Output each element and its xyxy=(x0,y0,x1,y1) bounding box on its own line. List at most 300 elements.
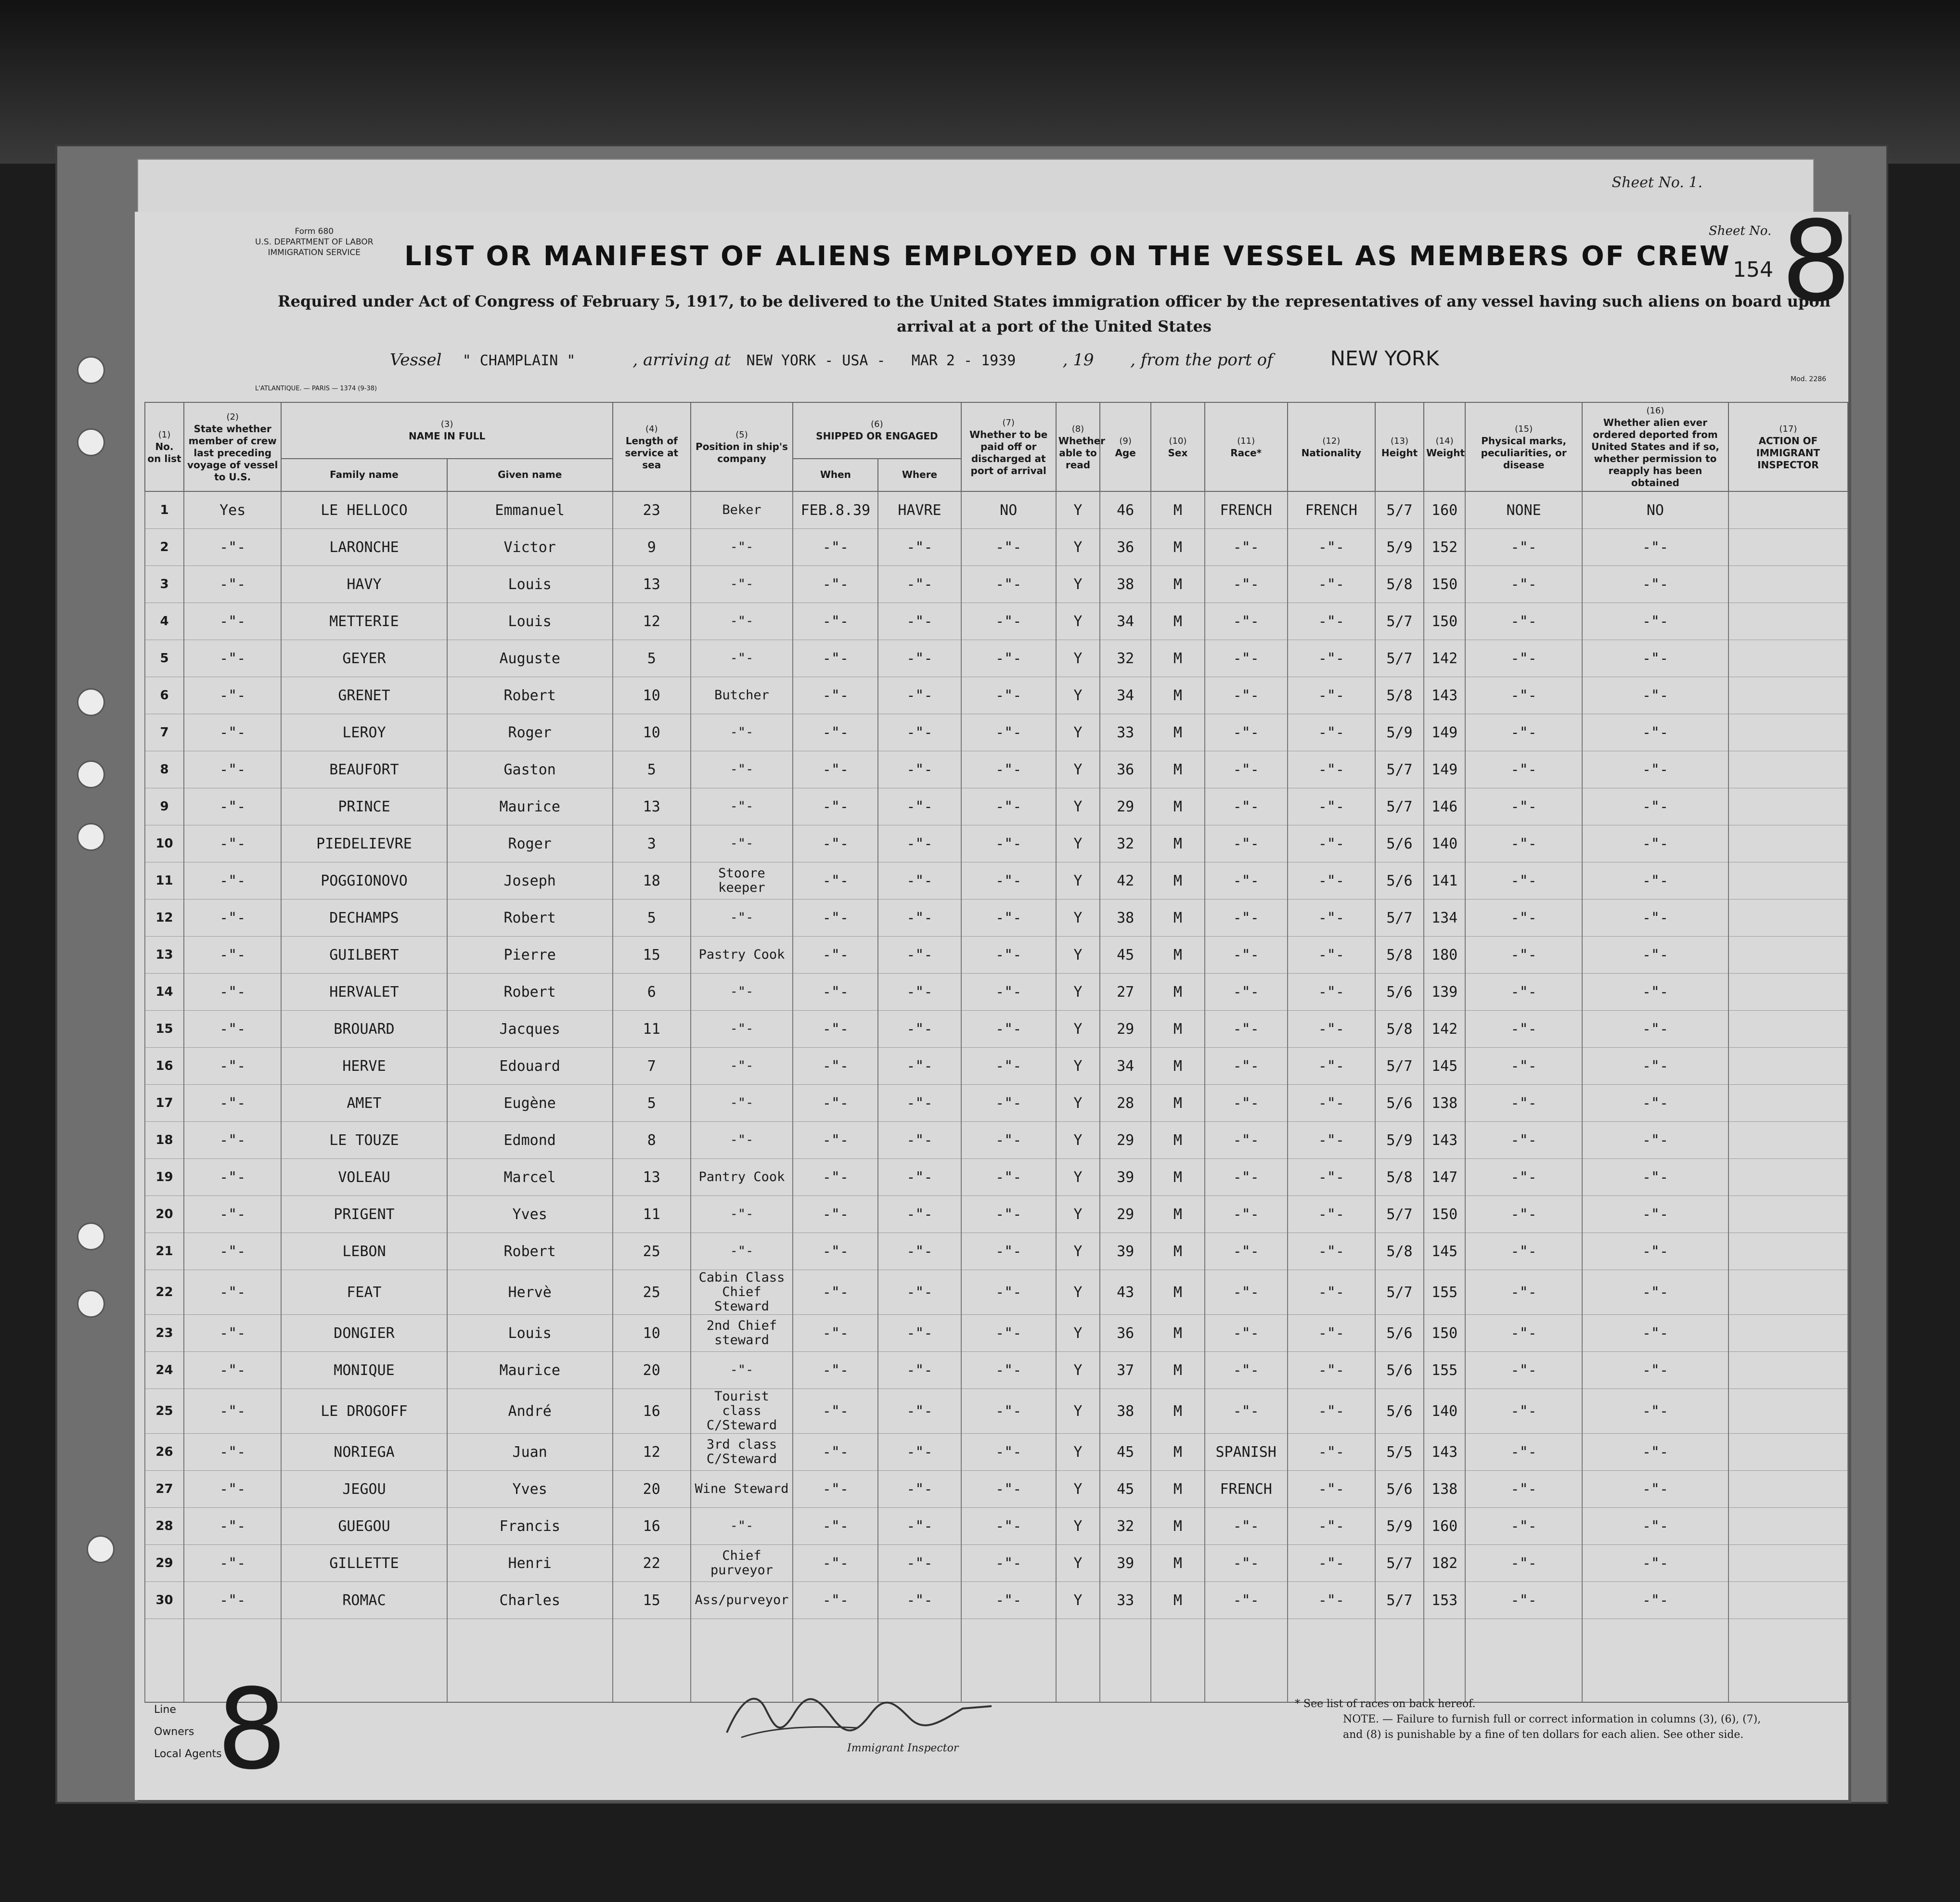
row-number: 11 xyxy=(145,862,184,900)
shipped-when-cell: -"- xyxy=(793,1233,878,1270)
service-years-cell: 11 xyxy=(613,1011,691,1048)
paid-off-cell: -"- xyxy=(961,714,1056,751)
deported-cell: -"- xyxy=(1582,1233,1728,1270)
given-name-cell: Roger xyxy=(447,714,613,751)
shipped-where-cell: -"- xyxy=(878,677,961,714)
row-number: 29 xyxy=(145,1545,184,1582)
last-voyage-cell: -"- xyxy=(184,1085,281,1122)
paid-off-cell: -"- xyxy=(961,825,1056,862)
position-cell: -"- xyxy=(691,974,793,1011)
given-name-cell: Joseph xyxy=(447,862,613,900)
age-cell: 46 xyxy=(1100,491,1151,529)
position-cell: Pastry Cook xyxy=(691,937,793,974)
shipped-where-cell: -"- xyxy=(878,937,961,974)
service-years-cell: 18 xyxy=(613,862,691,900)
height-cell: 5/6 xyxy=(1375,1471,1424,1508)
weight-cell: 160 xyxy=(1424,1508,1465,1545)
race-cell: -"- xyxy=(1205,1233,1288,1270)
nationality-cell: -"- xyxy=(1288,1389,1375,1434)
sex-cell: M xyxy=(1151,566,1204,603)
table-row xyxy=(145,788,1848,825)
row-number: 17 xyxy=(145,1085,184,1122)
inspector-action-cell xyxy=(1728,1196,1848,1233)
family-name-cell: POGGIONOVO xyxy=(281,862,447,900)
weight-cell: 147 xyxy=(1424,1159,1465,1196)
race-cell: FRENCH xyxy=(1205,1471,1288,1508)
shipped-when-cell: -"- xyxy=(793,1159,878,1196)
shipped-where-cell: -"- xyxy=(878,1011,961,1048)
table-row xyxy=(145,1011,1848,1048)
position-cell: 2nd Chief steward xyxy=(691,1315,793,1352)
physical-marks-cell: -"- xyxy=(1465,1048,1582,1085)
given-name-cell: Robert xyxy=(447,974,613,1011)
position-cell: -"- xyxy=(691,640,793,677)
table-row xyxy=(145,1545,1848,1582)
table-row xyxy=(145,714,1848,751)
blank-cell xyxy=(1375,1619,1424,1703)
vessel-line xyxy=(390,347,1439,370)
position-cell: Beker xyxy=(691,491,793,529)
given-name-cell: Pierre xyxy=(447,937,613,974)
deported-cell: -"- xyxy=(1582,825,1728,862)
able-to-read-cell: Y xyxy=(1056,1122,1100,1159)
inspector-action-cell xyxy=(1728,1389,1848,1434)
given-name-cell: Marcel xyxy=(447,1159,613,1196)
sex-cell: M xyxy=(1151,1048,1204,1085)
shipped-when-cell: -"- xyxy=(793,900,878,937)
position-cell: Stoore keeper xyxy=(691,862,793,900)
row-number: 25 xyxy=(145,1389,184,1434)
shipped-when-cell: -"- xyxy=(793,566,878,603)
given-name-cell: Gaston xyxy=(447,751,613,788)
header-family-name: Family name xyxy=(281,459,447,491)
service-years-cell: 13 xyxy=(613,788,691,825)
sex-cell: M xyxy=(1151,974,1204,1011)
shipped-where-cell: -"- xyxy=(878,1048,961,1085)
height-cell: 5/6 xyxy=(1375,825,1424,862)
paid-off-cell: -"- xyxy=(961,937,1056,974)
arriving-label: , arriving at xyxy=(632,350,731,370)
height-cell: 5/7 xyxy=(1375,1582,1424,1619)
table-row xyxy=(145,900,1848,937)
race-cell: -"- xyxy=(1205,1508,1288,1545)
shipped-when-cell: -"- xyxy=(793,1011,878,1048)
race-cell: -"- xyxy=(1205,1085,1288,1122)
height-cell: 5/7 xyxy=(1375,788,1424,825)
paid-off-cell: -"- xyxy=(961,1582,1056,1619)
shipped-when-cell: -"- xyxy=(793,714,878,751)
able-to-read-cell: Y xyxy=(1056,566,1100,603)
given-name-cell: Emmanuel xyxy=(447,491,613,529)
service-years-cell: 3 xyxy=(613,825,691,862)
family-name-cell: HERVE xyxy=(281,1048,447,1085)
paid-off-cell: -"- xyxy=(961,1508,1056,1545)
physical-marks-cell: -"- xyxy=(1465,1270,1582,1315)
physical-marks-cell: -"- xyxy=(1465,677,1582,714)
last-voyage-cell: -"- xyxy=(184,1352,281,1389)
age-cell: 32 xyxy=(1100,640,1151,677)
sex-cell: M xyxy=(1151,677,1204,714)
nationality-cell: -"- xyxy=(1288,603,1375,640)
race-cell: -"- xyxy=(1205,1389,1288,1434)
shipped-when-cell: -"- xyxy=(793,1196,878,1233)
family-name-cell: JEGOU xyxy=(281,1471,447,1508)
position-cell: -"- xyxy=(691,1048,793,1085)
sex-cell: M xyxy=(1151,491,1204,529)
deported-cell: -"- xyxy=(1582,640,1728,677)
position-cell: Cabin Class Chief Steward xyxy=(691,1270,793,1315)
position-cell: -"- xyxy=(691,1352,793,1389)
position-cell: Ass/purveyor xyxy=(691,1582,793,1619)
shipped-when-cell: -"- xyxy=(793,640,878,677)
header-physical-marks: (15) Physical marks, peculiarities, or disease xyxy=(1465,402,1582,491)
weight-cell: 145 xyxy=(1424,1233,1465,1270)
position-cell: -"- xyxy=(691,1233,793,1270)
table-row xyxy=(145,1582,1848,1619)
sex-cell: M xyxy=(1151,788,1204,825)
vessel-label: Vessel xyxy=(390,350,442,370)
deported-cell: -"- xyxy=(1582,529,1728,566)
weight-cell: 142 xyxy=(1424,640,1465,677)
nationality-cell: FRENCH xyxy=(1288,491,1375,529)
deported-cell: -"- xyxy=(1582,974,1728,1011)
deported-cell: -"- xyxy=(1582,677,1728,714)
age-cell: 45 xyxy=(1100,1471,1151,1508)
shipped-where-cell: -"- xyxy=(878,1471,961,1508)
weight-cell: 155 xyxy=(1424,1270,1465,1315)
physical-marks-cell: -"- xyxy=(1465,1434,1582,1471)
row-number: 7 xyxy=(145,714,184,751)
shipped-when-cell: -"- xyxy=(793,825,878,862)
able-to-read-cell: Y xyxy=(1056,1582,1100,1619)
deported-cell: -"- xyxy=(1582,1389,1728,1434)
binder-hole xyxy=(87,1535,115,1563)
physical-marks-cell: -"- xyxy=(1465,1352,1582,1389)
paid-off-cell: -"- xyxy=(961,1196,1056,1233)
deported-cell: -"- xyxy=(1582,900,1728,937)
weight-cell: 143 xyxy=(1424,1434,1465,1471)
shipped-where-cell: HAVRE xyxy=(878,491,961,529)
shipped-where-cell: -"- xyxy=(878,640,961,677)
able-to-read-cell: Y xyxy=(1056,751,1100,788)
header-nationality: (12) Nationality xyxy=(1288,402,1375,491)
able-to-read-cell: Y xyxy=(1056,1352,1100,1389)
footnote-races: * See list of races on back hereof. xyxy=(1295,1698,1476,1710)
paid-off-cell: -"- xyxy=(961,677,1056,714)
height-cell: 5/7 xyxy=(1375,751,1424,788)
nationality-cell: -"- xyxy=(1288,1471,1375,1508)
inspector-action-cell xyxy=(1728,714,1848,751)
header-length-of-service: (4) Length of service at sea xyxy=(613,402,691,491)
last-voyage-cell: -"- xyxy=(184,1508,281,1545)
family-name-cell: LE TOUZE xyxy=(281,1122,447,1159)
row-number: 14 xyxy=(145,974,184,1011)
height-cell: 5/6 xyxy=(1375,1352,1424,1389)
weight-cell: 160 xyxy=(1424,491,1465,529)
nationality-cell: -"- xyxy=(1288,566,1375,603)
able-to-read-cell: Y xyxy=(1056,1048,1100,1085)
given-name-cell: Hervè xyxy=(447,1270,613,1315)
service-years-cell: 25 xyxy=(613,1270,691,1315)
weight-cell: 150 xyxy=(1424,1196,1465,1233)
weight-cell: 138 xyxy=(1424,1085,1465,1122)
deported-cell: -"- xyxy=(1582,1545,1728,1582)
row-number: 1 xyxy=(145,491,184,529)
header-where: Where xyxy=(878,459,961,491)
blank-cell xyxy=(1205,1619,1288,1703)
height-cell: 5/9 xyxy=(1375,714,1424,751)
position-cell: -"- xyxy=(691,603,793,640)
sex-cell: M xyxy=(1151,1389,1204,1434)
height-cell: 5/7 xyxy=(1375,1196,1424,1233)
nationality-cell: -"- xyxy=(1288,1545,1375,1582)
family-name-cell: LARONCHE xyxy=(281,529,447,566)
shipped-when-cell: -"- xyxy=(793,788,878,825)
sex-cell: M xyxy=(1151,1085,1204,1122)
age-cell: 42 xyxy=(1100,862,1151,900)
table-row xyxy=(145,937,1848,974)
row-number: 21 xyxy=(145,1233,184,1270)
able-to-read-cell: Y xyxy=(1056,1085,1100,1122)
age-cell: 38 xyxy=(1100,566,1151,603)
arrival-date: MAR 2 - 1939 xyxy=(911,352,1016,369)
row-number: 22 xyxy=(145,1270,184,1315)
position-cell: -"- xyxy=(691,1011,793,1048)
physical-marks-cell: -"- xyxy=(1465,751,1582,788)
last-voyage-cell: -"- xyxy=(184,677,281,714)
paid-off-cell: -"- xyxy=(961,1389,1056,1434)
last-voyage-cell: -"- xyxy=(184,900,281,937)
position-cell: Wine Steward xyxy=(691,1471,793,1508)
family-name-cell: GILLETTE xyxy=(281,1545,447,1582)
header-sex: (10) Sex xyxy=(1151,402,1204,491)
nationality-cell: -"- xyxy=(1288,974,1375,1011)
family-name-cell: LEROY xyxy=(281,714,447,751)
paid-off-cell: -"- xyxy=(961,1011,1056,1048)
binder-hole xyxy=(77,1290,105,1318)
paid-off-cell: -"- xyxy=(961,974,1056,1011)
deported-cell: -"- xyxy=(1582,1434,1728,1471)
sex-cell: M xyxy=(1151,1582,1204,1619)
physical-marks-cell: -"- xyxy=(1465,566,1582,603)
height-cell: 5/8 xyxy=(1375,937,1424,974)
weight-cell: 155 xyxy=(1424,1352,1465,1389)
weight-cell: 149 xyxy=(1424,714,1465,751)
table-row xyxy=(145,603,1848,640)
family-name-cell: PIEDELIEVRE xyxy=(281,825,447,862)
weight-cell: 153 xyxy=(1424,1582,1465,1619)
weight-cell: 150 xyxy=(1424,1315,1465,1352)
given-name-cell: Roger xyxy=(447,825,613,862)
able-to-read-cell: Y xyxy=(1056,788,1100,825)
nationality-cell: -"- xyxy=(1288,900,1375,937)
shipped-when-cell: -"- xyxy=(793,1270,878,1315)
table-row xyxy=(145,1389,1848,1434)
height-cell: 5/7 xyxy=(1375,1048,1424,1085)
sex-cell: M xyxy=(1151,1011,1204,1048)
weight-cell: 138 xyxy=(1424,1471,1465,1508)
service-years-cell: 8 xyxy=(613,1122,691,1159)
family-name-cell: PRINCE xyxy=(281,788,447,825)
paid-off-cell: -"- xyxy=(961,1315,1056,1352)
given-name-cell: Maurice xyxy=(447,788,613,825)
weight-cell: 139 xyxy=(1424,974,1465,1011)
header-shipped-or-engaged: (6) SHIPPED OR ENGAGED xyxy=(793,402,961,459)
race-cell: -"- xyxy=(1205,1122,1288,1159)
able-to-read-cell: Y xyxy=(1056,937,1100,974)
deported-cell: -"- xyxy=(1582,1048,1728,1085)
age-cell: 34 xyxy=(1100,677,1151,714)
footer-labels xyxy=(154,1699,222,1765)
position-cell: -"- xyxy=(691,825,793,862)
service-years-cell: 10 xyxy=(613,1315,691,1352)
sex-cell: M xyxy=(1151,1508,1204,1545)
footnote xyxy=(1295,1696,1776,1743)
family-name-cell: GRENET xyxy=(281,677,447,714)
height-cell: 5/6 xyxy=(1375,1315,1424,1352)
last-voyage-cell: -"- xyxy=(184,1233,281,1270)
position-cell: 3rd class C/Steward xyxy=(691,1434,793,1471)
table-row xyxy=(145,1270,1848,1315)
nationality-cell: -"- xyxy=(1288,1434,1375,1471)
given-name-cell: Jacques xyxy=(447,1011,613,1048)
weight-cell: 134 xyxy=(1424,900,1465,937)
age-cell: 36 xyxy=(1100,751,1151,788)
given-name-cell: Victor xyxy=(447,529,613,566)
nationality-cell: -"- xyxy=(1288,751,1375,788)
service-years-cell: 23 xyxy=(613,491,691,529)
shipped-when-cell: -"- xyxy=(793,974,878,1011)
position-cell: -"- xyxy=(691,751,793,788)
race-cell: -"- xyxy=(1205,937,1288,974)
inspector-action-cell xyxy=(1728,491,1848,529)
table-row xyxy=(145,529,1848,566)
race-cell: -"- xyxy=(1205,1582,1288,1619)
family-name-cell: GEYER xyxy=(281,640,447,677)
paid-off-cell: -"- xyxy=(961,1048,1056,1085)
given-name-cell: Louis xyxy=(447,1315,613,1352)
able-to-read-cell: Y xyxy=(1056,1389,1100,1434)
inspector-action-cell xyxy=(1728,974,1848,1011)
inspector-action-cell xyxy=(1728,1471,1848,1508)
weight-cell: 182 xyxy=(1424,1545,1465,1582)
family-name-cell: DECHAMPS xyxy=(281,900,447,937)
shipped-when-cell: -"- xyxy=(793,1582,878,1619)
inspector-action-cell xyxy=(1728,825,1848,862)
legal-subtitle: Required under Act of Congress of February 5, 1917, to be delivered to the United States immigration officer by the representatives of any vessel having such aliens on board upon arrival at a port of the United States xyxy=(278,292,1831,335)
family-name-cell: VOLEAU xyxy=(281,1159,447,1196)
shipped-where-cell: -"- xyxy=(878,1315,961,1352)
crew-manifest-table xyxy=(144,402,1848,1703)
last-voyage-cell: -"- xyxy=(184,1048,281,1085)
row-number: 2 xyxy=(145,529,184,566)
last-voyage-cell: -"- xyxy=(184,714,281,751)
header-age: (9) Age xyxy=(1100,402,1151,491)
header-row xyxy=(145,402,1848,459)
physical-marks-cell: -"- xyxy=(1465,1582,1582,1619)
paid-off-cell: -"- xyxy=(961,1434,1056,1471)
deported-cell: -"- xyxy=(1582,788,1728,825)
position-cell: -"- xyxy=(691,714,793,751)
age-cell: 43 xyxy=(1100,1270,1151,1315)
physical-marks-cell: -"- xyxy=(1465,1085,1582,1122)
shipped-when-cell: -"- xyxy=(793,1048,878,1085)
sheet-number-handwritten: 8 xyxy=(1781,198,1852,326)
departure-port: NEW YORK xyxy=(1330,347,1439,370)
sex-cell: M xyxy=(1151,640,1204,677)
last-voyage-cell: -"- xyxy=(184,825,281,862)
paid-off-cell: -"- xyxy=(961,751,1056,788)
family-name-cell: LE HELLOCO xyxy=(281,491,447,529)
able-to-read-cell: Y xyxy=(1056,825,1100,862)
family-name-cell: HAVY xyxy=(281,566,447,603)
position-cell: -"- xyxy=(691,566,793,603)
family-name-cell: LEBON xyxy=(281,1233,447,1270)
family-name-cell: ROMAC xyxy=(281,1582,447,1619)
sex-cell: M xyxy=(1151,1471,1204,1508)
physical-marks-cell: NONE xyxy=(1465,491,1582,529)
race-cell: -"- xyxy=(1205,788,1288,825)
nationality-cell: -"- xyxy=(1288,1315,1375,1352)
physical-marks-cell: -"- xyxy=(1465,1508,1582,1545)
height-cell: 5/9 xyxy=(1375,1122,1424,1159)
age-cell: 39 xyxy=(1100,1159,1151,1196)
table-row xyxy=(145,1122,1848,1159)
race-cell: -"- xyxy=(1205,1545,1288,1582)
position-cell: -"- xyxy=(691,900,793,937)
race-cell: -"- xyxy=(1205,529,1288,566)
header-position: (5) Position in ship's company xyxy=(691,402,793,491)
header-inspector-action: (17) ACTION OF IMMIGRANT INSPECTOR xyxy=(1728,402,1848,491)
blank-cell xyxy=(1100,1619,1151,1703)
sex-cell: M xyxy=(1151,862,1204,900)
inspector-action-cell xyxy=(1728,1270,1848,1315)
height-cell: 5/8 xyxy=(1375,1233,1424,1270)
row-number: 10 xyxy=(145,825,184,862)
sex-cell: M xyxy=(1151,1434,1204,1471)
family-name-cell: PRIGENT xyxy=(281,1196,447,1233)
header-able-to-read: (8) Whether able to read xyxy=(1056,402,1100,491)
crew-rows xyxy=(145,491,1848,1702)
able-to-read-cell: Y xyxy=(1056,491,1100,529)
given-name-cell: Yves xyxy=(447,1196,613,1233)
service-years-cell: 10 xyxy=(613,714,691,751)
service-years-cell: 12 xyxy=(613,1434,691,1471)
shipped-when-cell: -"- xyxy=(793,862,878,900)
age-cell: 34 xyxy=(1100,1048,1151,1085)
service-years-cell: 20 xyxy=(613,1352,691,1389)
header-race: (11) Race* xyxy=(1205,402,1288,491)
shipped-where-cell: -"- xyxy=(878,1159,961,1196)
nationality-cell: -"- xyxy=(1288,788,1375,825)
service-years-cell: 6 xyxy=(613,974,691,1011)
shipped-when-cell: -"- xyxy=(793,1545,878,1582)
inspector-action-cell xyxy=(1728,1545,1848,1582)
form-identifier xyxy=(255,226,374,258)
binder-hole xyxy=(77,823,105,851)
deported-cell: -"- xyxy=(1582,862,1728,900)
sex-cell: M xyxy=(1151,825,1204,862)
blank-cell xyxy=(1465,1619,1582,1703)
paid-off-cell: -"- xyxy=(961,566,1056,603)
service-name: IMMIGRATION SERVICE xyxy=(268,248,361,257)
shipped-when-cell: -"- xyxy=(793,1471,878,1508)
inspector-action-cell xyxy=(1728,862,1848,900)
physical-marks-cell: -"- xyxy=(1465,529,1582,566)
shipped-where-cell: -"- xyxy=(878,529,961,566)
race-cell: -"- xyxy=(1205,974,1288,1011)
age-cell: 38 xyxy=(1100,900,1151,937)
